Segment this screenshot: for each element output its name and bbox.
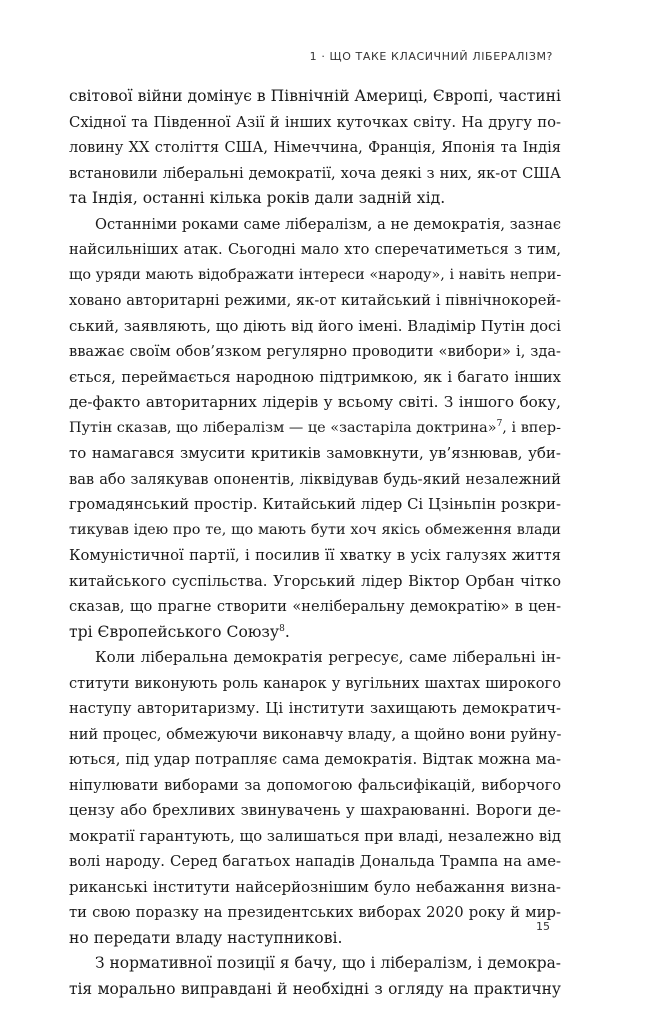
text-fragment: . xyxy=(284,622,290,641)
text-line: ти свою поразку на президентських виборах 2020 року й мир- xyxy=(69,904,561,921)
text-line: волі народу. Серед багатьох нападів Дональда Трампа на аме- xyxy=(69,853,561,870)
text-fragment: трі Європейського Союзу xyxy=(69,622,280,641)
text-line: вважає своїм обов’язком регулярно проводити «вибори» і, зда- xyxy=(69,343,561,360)
text-line: ховано авторитарні режими, як-от китайський і північнокорей- xyxy=(69,292,561,309)
text-line: найсильніших атак. Сьогодні мало хто сперечатиметься з тим, xyxy=(69,241,561,258)
page-number: 15 xyxy=(536,920,550,933)
text-line xyxy=(69,416,561,442)
text-line: сказав, що прагне створити «неліберальну демократію» в цен- xyxy=(69,598,561,615)
text-line: ніпулювати виборами за допомогою фальсифікацій, виборчого xyxy=(69,776,561,794)
running-head: 1 · ЩО ТАКЕ КЛАСИЧНИЙ ЛІБЕРАЛІЗМ? xyxy=(309,50,553,63)
text-line: Східної та Південної Азії й інших куточках світу. На другу по- xyxy=(69,113,561,131)
text-fragment: , і впер- xyxy=(502,419,561,436)
text-line: мократії гарантують, що залишаться при владі, незалежно від xyxy=(69,827,561,845)
text-line: но передати владу наступникові. xyxy=(69,928,343,947)
text-line: китайського суспільства. Угорський лідер Віктор Орбан чітко xyxy=(69,572,561,590)
text-line: ється, переймається народною підтримкою, як і багато інших xyxy=(69,368,561,386)
text-line: що уряди мають відображати інтереси «народу», і навіть непри- xyxy=(69,266,562,283)
text-line: та Індія, останні кілька років дали задній хід. xyxy=(69,189,446,207)
text-line: риканські інститути найсерйознішим було небажання визна- xyxy=(69,877,561,896)
text-line: ститути виконують роль канарок у вугільних шахтах широкого xyxy=(69,674,561,692)
text-line: цензу або брехливих звинувачень у шахраюванні. Вороги де- xyxy=(69,801,561,819)
text-line: світової війни домінує в Північній Америці, Європі, частині xyxy=(69,87,562,105)
paragraph-4 xyxy=(69,951,561,1002)
text-line: ються, під удар потрапляє сама демократія. Відтак можна ма- xyxy=(69,751,561,768)
text-line: вав або залякував опонентів, ліквідував будь-який незалежний xyxy=(69,470,561,488)
footnote-ref-8[interactable]: 8 xyxy=(279,623,285,634)
body-text xyxy=(69,84,561,1002)
text-line: громадянський простір. Китайський лідер Сі Цзіньпін розкри- xyxy=(69,496,561,513)
text-line: Коли ліберальна демократія регресує, саме ліберальні ін- xyxy=(95,648,561,666)
text-line: де-факто авторитарних лідерів у всьому світі. З іншого боку, xyxy=(69,393,561,411)
text-line: то намагався змусити критиків замовкнути, ув’язнював, уби- xyxy=(69,444,561,462)
text-line: наступу авторитаризму. Ці інститути захищають демократич- xyxy=(69,700,561,717)
text-fragment: Путін сказав, що лібералізм — це «застаріла доктрина» xyxy=(69,419,497,436)
text-line: встановили ліберальні демократії, хоча деякі з них, як-от США xyxy=(69,164,561,182)
text-line: Останніми роками саме лібералізм, а не демократія, зазнає xyxy=(95,215,561,233)
footnote-ref-7[interactable]: 7 xyxy=(496,418,503,429)
text-line: ський, заявляють, що діють від його імені. Владімір Путін досі xyxy=(69,317,561,335)
paragraph-3 xyxy=(69,645,561,951)
text-line xyxy=(69,620,561,646)
text-line: тикував ідею про те, що мають бути хоч якісь обмеження влади xyxy=(69,521,561,538)
text-line: З нормативної позиції я бачу, що і лібералізм, і демокра- xyxy=(95,954,561,972)
text-line: ний процес, обмежуючи виконавчу владу, а щойно вони руйну- xyxy=(69,725,562,743)
text-line: Комуністичної партії, і посилив її хватку в усіх галузях життя xyxy=(69,547,561,564)
paragraph-2 xyxy=(69,212,561,646)
paragraph-1 xyxy=(69,84,561,212)
text-line: тія морально виправдані й необхідні з огляду на практичну xyxy=(69,979,561,998)
text-line: ловину XX століття США, Німеччина, Франція, Японія та Індія xyxy=(69,139,561,156)
